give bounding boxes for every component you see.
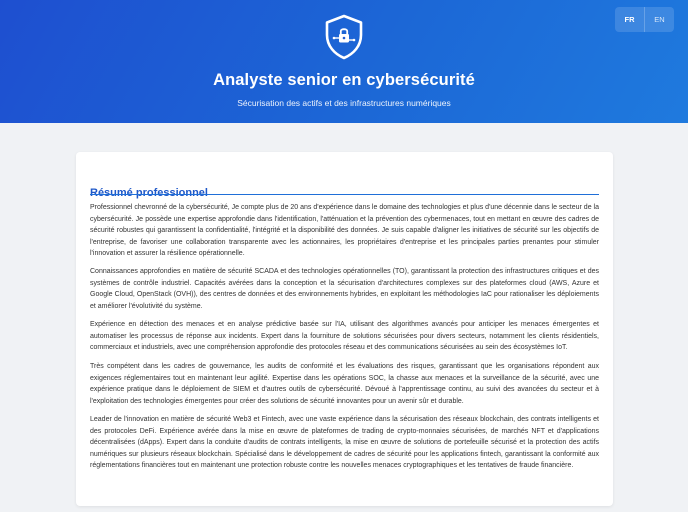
summary-card (76, 152, 613, 506)
hero-header (0, 0, 688, 123)
page-title: Analyste senior en cybersécurité (213, 71, 475, 89)
page-subtitle: Sécurisation des actifs et des infrastructures numériques (237, 98, 451, 108)
summary-paragraph: Leader de l'innovation en matière de sécurité Web3 et Fintech, avec une vaste expérience dans la sécurisation des réseaux blockchain, des contrats intelligents et des protocoles DeFi. Expérience avérée dans la mise en œuvre de plateformes de trading de crypto-monnaies sécurisées, de marchés NFT et d'applications décentralisées (dApps). Expert dans la conduite d'audits de contrats intelligents, la mise en œuvre de solutions de portefeuille sécurisé et la protection des actifs numériques sur plusieurs réseaux blockchain. Spécialisé dans le développement de cadres de sécurité pour les applications fintech, garantissant la conformité aux réglementations financières tout en maintenant une protection robuste contre les nouvelles menaces cryptographiques et les tentatives de fraude financière. (90, 416, 599, 470)
language-option-en[interactable]: EN (654, 15, 665, 24)
section-heading: Résumé professionnel (90, 187, 208, 200)
shield-lock-icon (324, 14, 364, 60)
summary-paragraph: Connaissances approfondies en matière de sécurité SCADA et des technologies opérationnelles (TO), garantissant la protection des infrastructures critiques et des systèmes de contrôle industriel. Capacités avérées dans la conception et la sécurisation d'architectures complexes sur des plateformes cloud (AWS, Azure et Google Cloud, OpenStack (OVH)), des centres de données et des environnements hybrides, en exploitant les méthodologies IaC pour rationaliser les déploiements et améliorer l'évolutivité du système. (90, 268, 599, 310)
summary-paragraph: Professionnel chevronné de la cybersécurité, Je compte plus de 20 ans d'expérience dans le domaine des technologies et plus d'une décennie dans le secteur de la cybersécurité. Je possède une expertise approfondie dans l'identification, l'atténuation et la prévention des cybermenaces, tout en mettant en œuvre des cadres de sécurité robustes qui garantissent la confidentialité, l'intégrité et la disponibilité des données. Je suis capable d'aligner les initiatives de sécurité sur les objectifs de l'entreprise, de favoriser une collaboration transparente avec les actionnaires, les propriétaires d'entreprise et les principales parties prenantes pour stimuler l'innovation et assurer la résilience opérationnelle. (90, 204, 599, 258)
language-option-fr[interactable]: FR (624, 15, 635, 24)
summary-paragraph: Très compétent dans les cadres de gouvernance, les audits de conformité et les évaluations des risques, garantissant que les organisations répondent aux exigences réglementaires tout en maintenant leur agilité. Expertise dans les opérations SOC, la chasse aux menaces et la surveillance de la sécurité, avec une expérience pratique dans le déploiement de SIEM et d'autres outils de cybersécurité. Dévoué à l'apprentissage continu, au suivi des avancées du secteur et à l'exploitation des technologies émergentes pour créer des solutions de sécurité innovantes pour un avenir sûr et durable. (90, 363, 599, 405)
language-switcher (615, 7, 674, 32)
summary-paragraph: Expérience en détection des menaces et en analyse prédictive basée sur l'IA, utilisant des algorithmes avancés pour anticiper les menaces émergentes et automatiser les processus de réponse aux incidents. Expert dans la fourniture de solutions sécurisées pour divers secteurs, notamment les clients résidentiels, commerciaux et industriels, avec une compréhension approfondie des protocoles réseau et des communications sécurisées au sein des écosystèmes IoT. (90, 321, 599, 352)
section-divider (90, 194, 599, 195)
